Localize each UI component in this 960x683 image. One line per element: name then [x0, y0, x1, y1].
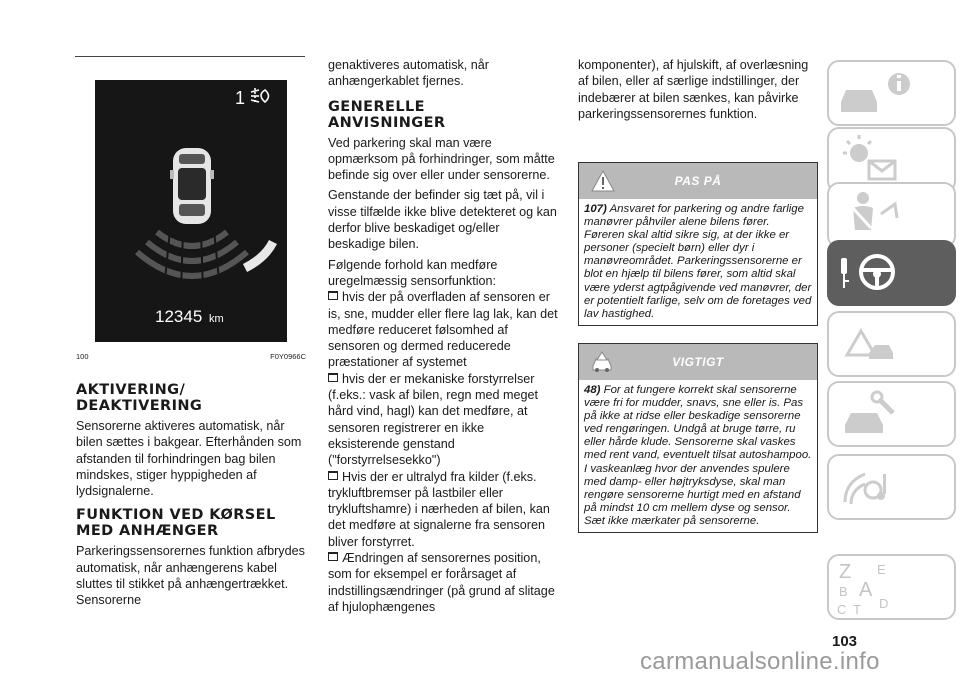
list-item: hvis der på overfladen af sensoren er is, sne, mudder eller flere lag lak, kan det medføre reduceret følsomhed af sensoren og dermed reducerede præstationer af systemet [328, 290, 558, 370]
key-steering-wheel-icon [829, 242, 954, 304]
dashboard-figure [95, 80, 287, 342]
tab-emergency[interactable] [827, 311, 956, 377]
heading-activation: AKTIVERING/ DEAKTIVERING [76, 382, 203, 414]
tab-technical-data[interactable] [827, 454, 956, 520]
svg-text:T: T [853, 602, 861, 617]
maintenance-wrench-icon [829, 383, 954, 445]
warning-body: Ansvaret for parkering og andre farlige manøvrer påhviler alene bilens fører. Føreren skal altid sikre sig, at der ikke er personer (specielt børn) eller dyr i manøvreområdet. Parkeringssensorerne er blot en hjælp til bilens fører, som altid skal være yderst agtpågivende ved manøvrer, der er potentielt farlige, selv om de foretages ved lav hastighed. [584, 203, 812, 320]
svg-text:A: A [859, 579, 873, 601]
emergency-triangle-icon [829, 313, 954, 375]
svg-text:C: C [837, 602, 847, 617]
paragraph: Parkeringssensorernes funktion afbrydes automatisk, når anhængerens kabel sluttes til stikket på anhængertrækket. Sensorerne [76, 544, 305, 608]
tab-starting-driving[interactable] [827, 240, 956, 306]
paragraph: Ved parkering skal man være opmærksom på forhindringer, som måtte befinde sig over eller under sensorerne. [328, 135, 555, 183]
svg-text:E: E [877, 562, 886, 577]
multimedia-icon [829, 456, 954, 518]
left-column [76, 382, 308, 609]
warning-title: PAS PÅ [674, 174, 722, 188]
warning-text [579, 199, 817, 325]
figure-number: 100 [76, 352, 89, 361]
important-body: For at fungere korrekt skal sensorerne være fri for mudder, snavs, sne eller is. Pas på ikke at ridse eller beskadige sensorerne ved rengøringen. Undgå at bruge tørre, ru eller hårde klude. Sensorerne skal vaskes med rent vand, eventuelt tilsat autoshampoo. I vaskeanlæg hvor der anvendes spulere med damp- eller højtryksdyse, skal man rengøre sensorerne hurtigt med en afstand på mindst 10 cm mellem dyse og sensor. Sæt ikke mærkater på sensorerne. [584, 384, 812, 527]
gear-indicator: 1 [235, 88, 246, 108]
tab-car-info[interactable] [827, 60, 956, 126]
warning-number: 107) [584, 203, 607, 215]
list-item: hvis der er mekaniske forstyrrelser (f.eks.: vask af bilen, regn med meget hård vind, hagl) kan det medføre, at sensoren registrerer en ikke eksisterende genstand ("forstyrrelsesekko") [328, 371, 558, 469]
middle-column [328, 57, 558, 615]
watermark: carmanualsonline.info [640, 648, 880, 675]
tab-index[interactable] [827, 554, 956, 620]
seatbelt-airbag-icon [829, 184, 954, 246]
page-number: 103 [832, 633, 858, 650]
important-title: VIGTIGT [672, 355, 724, 369]
list-item: Ændringen af sensorernes position, som for eksempel er forårsaget af indstillingsændringer (på grund af slitage af hjulophængenes [328, 550, 558, 615]
figure-code: F0Y0966C [270, 352, 306, 361]
svg-text:B: B [839, 584, 848, 599]
heading-general: GENERELLE ANVISNINGER [328, 98, 446, 131]
top-rule [75, 56, 305, 57]
important-box [578, 343, 818, 533]
warning-box [578, 162, 818, 326]
odometer-unit: km [209, 313, 224, 325]
fog-light-icon [251, 88, 269, 104]
odometer-value: 12345 [155, 307, 203, 326]
important-box-header [579, 344, 817, 380]
right-column [578, 57, 810, 122]
paragraph: komponenter), af hjulskift, af overlæsning af bilen, eller af særlige indstillinger, der indebærer at bilen sænkes, kan påvirke parkeringssensorernes funktion. [578, 58, 809, 121]
paragraph: Følgende forhold kan medføre uregelmæssig sensorfunktion: [328, 257, 498, 288]
index-alphabet-icon [829, 556, 954, 618]
car-top-view [170, 148, 214, 224]
warning-box-header [579, 163, 817, 199]
paragraph: Genstande der befinder sig tæt på, vil i visse tilfælde ikke blive detekteret og kan derfor blive beskadiget og/eller beskadige bilen. [328, 188, 557, 252]
tab-safety[interactable] [827, 182, 956, 248]
car-info-icon [829, 62, 954, 124]
svg-text:D: D [879, 596, 889, 611]
list-item: Hvis der er ultralyd fra kilder (f.eks. trykluftbremser på lastbiler eller trykluftshamre) i nærheden af bilen, kan det medføre at signalerne fra sensoren bliver forstyrret. [328, 469, 558, 550]
svg-text:Z: Z [839, 561, 852, 583]
heading-trailer: FUNKTION VED KØRSEL MED ANHÆNGER [76, 507, 276, 540]
tab-maintenance[interactable] [827, 381, 956, 447]
parking-sensor-display [95, 80, 287, 342]
paragraph: Sensorerne aktiveres automatisk, når bilen sættes i bakgear. Efterhånden som afstanden til forhindringen bag bilen mindskes, stiger hyppigheden af lydsignalerne. [76, 419, 302, 499]
sensor-active-zone [245, 242, 273, 268]
important-number: 48) [584, 384, 601, 396]
sensor-zones [137, 232, 247, 276]
important-text [579, 380, 817, 532]
paragraph: genaktiveres automatisk, når anhængerkablet fjernes. [328, 58, 490, 89]
